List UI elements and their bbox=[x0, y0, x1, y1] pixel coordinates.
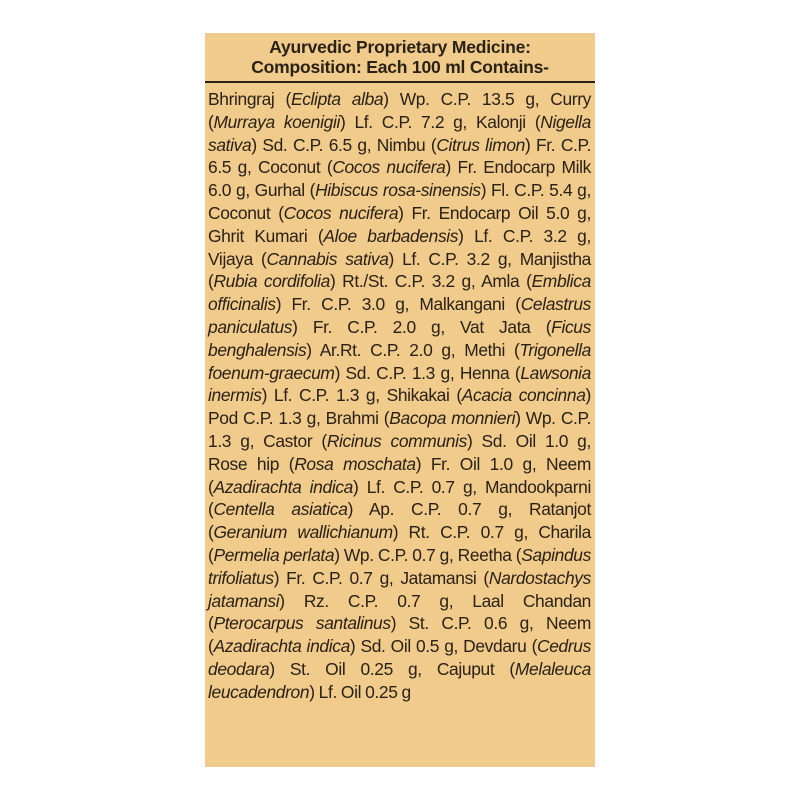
ingredient-latin-name: Geranium wallichianum bbox=[213, 522, 393, 543]
ingredient-quantity: Lf. C.P. 3.2 g bbox=[474, 225, 587, 246]
ingredient-name: Rose hip bbox=[208, 453, 280, 474]
ingredient-latin-name: Murraya koenigii bbox=[213, 111, 340, 132]
label-header bbox=[205, 33, 595, 83]
ingredient-quantity: Pod C.P. 1.3 g bbox=[208, 408, 316, 429]
ingredient-name: Devdaru bbox=[463, 636, 527, 657]
ingredient-item: Amla (Emblica officinalis) Fr. C.P. 3.0 g bbox=[208, 271, 591, 315]
ingredient-item: Neem (Azadirachta indica) Lf. C.P. 0.7 g bbox=[208, 453, 591, 497]
ingredient-quantity: Fr. C.P. 2.0 g bbox=[312, 316, 441, 337]
ingredient-latin-name: Lawsonia inermis bbox=[208, 362, 591, 406]
ingredient-quantity: Fr. Endocarp Oil 5.0 g bbox=[411, 202, 587, 223]
ingredient-item: Henna (Lawsonia inermis) Lf. C.P. 1.3 g bbox=[208, 362, 591, 406]
ingredient-name: Vat Jata bbox=[460, 316, 531, 337]
ingredient-quantity: Sd. Oil 0.5 g bbox=[360, 636, 454, 657]
ingredient-item: Ghrit Kumari (Aloe barbadensis) Lf. C.P. 3.2 g bbox=[208, 225, 587, 246]
ingredient-item: Rose hip (Rosa moschata) Fr. Oil 1.0 g bbox=[208, 453, 532, 474]
ingredient-item: Ratanjot (Geranium wallichianum) Rt. C.P. 0.7 g bbox=[208, 499, 591, 543]
ingredient-latin-name: Ficus benghalensis bbox=[208, 316, 591, 360]
ingredient-name: Malkangani bbox=[419, 294, 505, 315]
ingredient-item: Laal Chandan (Pterocarpus santalinus) St. C.P. 0.6 g bbox=[208, 590, 591, 634]
ingredient-item: Devdaru (Cedrus deodara) St. Oil 0.25 g bbox=[208, 636, 591, 679]
ingredient-latin-name: Sapindus trifoliatus bbox=[208, 544, 591, 588]
ingredient-name: Cajuput bbox=[436, 658, 495, 679]
ingredient-name: Coconut bbox=[208, 202, 271, 223]
ingredient-quantity: Fr. Endocarp Milk 6.0 g bbox=[208, 157, 591, 201]
ingredient-latin-name: Pterocarpus santalinus bbox=[213, 613, 391, 634]
ingredient-name: Nimbu bbox=[376, 134, 426, 155]
ingredient-name: Jatamansi bbox=[400, 567, 477, 588]
ingredient-item: Curry (Murraya koenigii) Lf. C.P. 7.2 g bbox=[208, 89, 591, 132]
ingredient-item: Charila (Permelia perlata) Wp. C.P. 0.7 g bbox=[208, 522, 591, 565]
ingredient-label bbox=[205, 33, 595, 767]
ingredient-name: Bhringraj bbox=[208, 89, 275, 109]
ingredient-quantity: Lf. C.P. 3.2 g bbox=[402, 248, 508, 269]
composition-title: Composition: Each 100 ml Contains- bbox=[251, 57, 549, 77]
ingredient-item: Bhringraj (Eclipta alba) Wp. C.P. 13.5 g bbox=[208, 89, 535, 109]
ingredient-quantity: Sd. C.P. 6.5 g bbox=[262, 134, 367, 155]
ingredient-latin-name: Hibiscus rosa-sinensis bbox=[315, 180, 481, 201]
ingredient-latin-name: Nigella sativa bbox=[208, 111, 591, 155]
ingredient-item: Mandookparni (Centella asiatica) Ap. C.P. 0.7 g bbox=[208, 476, 592, 520]
ingredient-quantity: Sd. Oil 1.0 g bbox=[481, 430, 587, 451]
ingredient-item: Manjistha (Rubia cordifolia) Rt./St. C.P. 3.2 g bbox=[208, 248, 591, 292]
ingredient-latin-name: Permelia perlata bbox=[213, 544, 335, 565]
ingredient-quantity: Lf. C.P. 7.2 g bbox=[354, 111, 463, 132]
ingredient-latin-name: Rosa moschata bbox=[294, 453, 416, 474]
ingredient-quantity: Sd. C.P. 1.3 g bbox=[345, 362, 450, 383]
ingredient-latin-name: Aloe barbadensis bbox=[323, 225, 459, 246]
ingredient-item: Vat Jata (Ficus benghalensis) Ar.Rt. C.P. 2.0 g bbox=[208, 316, 591, 360]
ingredient-name: Henna bbox=[459, 362, 510, 383]
ingredient-quantity: Wp. C.P. 1.3 g bbox=[208, 408, 591, 451]
ingredient-name: Laal Chandan bbox=[472, 590, 591, 611]
ingredient-item: Shikakai (Acacia concinna) Pod C.P. 1.3 g bbox=[208, 385, 591, 429]
ingredient-name: Curry bbox=[550, 89, 591, 109]
ingredient-quantity: Lf. C.P. 1.3 g bbox=[273, 385, 376, 406]
ingredient-quantity: Ar.Rt. C.P. 2.0 g bbox=[319, 339, 451, 360]
ingredient-latin-name: Centella asiatica bbox=[213, 499, 348, 520]
ingredient-name: Neem bbox=[545, 613, 591, 634]
ingredient-latin-name: Celastrus paniculatus bbox=[208, 294, 591, 337]
ingredient-latin-name: Bacopa monnieri bbox=[389, 408, 516, 429]
ingredient-name: Reetha bbox=[457, 544, 512, 565]
ingredient-latin-name: Azadirachta indica bbox=[213, 636, 350, 657]
ingredient-name: Charila bbox=[538, 522, 591, 543]
ingredient-name: Brahmi bbox=[325, 408, 379, 429]
ingredient-quantity: Wp. C.P. 13.5 g bbox=[399, 89, 535, 109]
ingredient-name: Shikakai bbox=[386, 385, 450, 406]
ingredient-quantity: Fl. C.P. 5.4 g bbox=[491, 180, 587, 201]
medicine-type-title: Ayurvedic Proprietary Medicine: bbox=[269, 37, 531, 57]
ingredient-latin-name: Acacia concinna bbox=[461, 385, 586, 406]
ingredient-quantity: St. C.P. 0.6 g bbox=[408, 613, 529, 634]
ingredient-item: Malkangani (Celastrus paniculatus) Fr. C.P. 2.0 g bbox=[208, 294, 591, 337]
ingredient-quantity: Rt./St. C.P. 3.2 g bbox=[342, 271, 471, 292]
ingredient-item: Neem (Azadirachta indica) Sd. Oil 0.5 g bbox=[208, 613, 591, 657]
ingredient-item: Castor (Ricinus communis) Sd. Oil 1.0 g bbox=[263, 430, 587, 451]
ingredient-item: Vijaya (Cannabis sativa) Lf. C.P. 3.2 g bbox=[208, 248, 508, 269]
ingredient-item: Nimbu (Citrus limon) Fr. C.P. 6.5 g bbox=[208, 134, 591, 178]
ingredient-quantity: Fr. C.P. 0.7 g bbox=[286, 567, 389, 588]
ingredient-quantity: Fr. Oil 1.0 g bbox=[430, 453, 532, 474]
ingredient-item: Jatamansi (Nardostachys jatamansi) Rz. C.P. 0.7 g bbox=[208, 567, 591, 611]
ingredient-quantity: Fr. C.P. 6.5 g bbox=[208, 134, 591, 178]
ingredient-quantity: Ap. C.P. 0.7 g bbox=[369, 499, 508, 520]
ingredient-latin-name: Ricinus communis bbox=[326, 430, 467, 451]
ingredient-latin-name: Cocos nucifera bbox=[283, 202, 399, 223]
ingredient-item: Gurhal (Hibiscus rosa-sinensis) Fl. C.P. 5.4 g bbox=[254, 180, 587, 201]
ingredient-item: Brahmi (Bacopa monnieri) Wp. C.P. 1.3 g bbox=[208, 408, 591, 451]
ingredient-item: Kalonji (Nigella sativa) Sd. C.P. 6.5 g bbox=[208, 111, 591, 155]
ingredient-name: Vijaya bbox=[208, 248, 253, 269]
ingredient-latin-name: Nardostachys jatamansi bbox=[208, 567, 591, 611]
ingredient-latin-name: Rubia cordifolia bbox=[213, 271, 330, 292]
ingredient-latin-name: Citrus limon bbox=[436, 134, 525, 155]
ingredient-name: Castor bbox=[263, 430, 313, 451]
ingredient-latin-name: Cocos nucifera bbox=[332, 157, 446, 178]
ingredient-name: Mandookparni bbox=[485, 476, 592, 497]
ingredient-quantity: Lf. C.P. 0.7 g bbox=[366, 476, 473, 497]
ingredient-name: Ratanjot bbox=[529, 499, 591, 520]
ingredient-name: Manjistha bbox=[519, 248, 591, 269]
ingredient-name: Neem bbox=[546, 453, 591, 474]
ingredient-name: Ghrit Kumari bbox=[208, 225, 308, 246]
ingredient-item: Methi (Trigonella foenum-graecum) Sd. C.P. 1.3 g bbox=[208, 339, 591, 383]
ingredient-latin-name: Cedrus deodara bbox=[208, 636, 591, 679]
ingredient-quantity: Rz. C.P. 0.7 g bbox=[303, 590, 449, 611]
ingredient-quantity: Rt. C.P. 0.7 g bbox=[408, 522, 524, 543]
ingredient-name: Methi bbox=[464, 339, 505, 360]
ingredient-item: Coconut (Cocos nucifera) Fr. Endocarp Oil 5.0 g bbox=[208, 202, 587, 223]
ingredient-item: Cajuput (Melaleuca leucadendron) Lf. Oil 0.25 g bbox=[208, 658, 591, 702]
ingredient-latin-name: Azadirachta indica bbox=[213, 476, 354, 497]
ingredient-latin-name: Eclipta alba bbox=[290, 89, 384, 109]
ingredient-latin-name: Melaleuca leucadendron bbox=[208, 658, 591, 702]
ingredient-quantity: Fr. C.P. 3.0 g bbox=[291, 294, 405, 315]
ingredient-name: Gurhal bbox=[254, 180, 305, 201]
ingredient-latin-name: Trigonella foenum-graecum bbox=[208, 339, 591, 383]
ingredient-name: Kalonji bbox=[476, 111, 526, 132]
ingredient-item: Coconut (Cocos nucifera) Fr. Endocarp Milk 6.0 g bbox=[208, 157, 591, 201]
ingredient-name: Amla bbox=[481, 271, 520, 292]
ingredient-item: Reetha (Sapindus trifoliatus) Fr. C.P. 0.7 g bbox=[208, 544, 591, 588]
ingredient-latin-name: Emblica officinalis bbox=[208, 271, 591, 315]
ingredient-name: Coconut bbox=[258, 157, 321, 178]
ingredient-quantity: St. Oil 0.25 g bbox=[289, 658, 418, 679]
ingredient-latin-name: Cannabis sativa bbox=[266, 248, 389, 269]
composition-text: Bhringraj (Eclipta alba) Wp. C.P. 13.5 g, Curry (Murraya koenigii) Lf. C.P. 7.2 g, Kalonji (Nigella sativa) Sd. C.P. 6.5 g, Nimbu (Citrus limon) Fr. C.P. 6.5 g, Coconut (Cocos nucifera) Fr. Endocarp Milk 6.0 g, Gurhal (Hibiscus rosa-sinensis) Fl. C.P. 5.4 g, Coconut (Cocos nucifera) Fr. Endocarp Oil 5.0 g, Ghrit Kumari (Aloe barbadensis) Lf. C.P. 3.2 g, Vijaya (Cannabis sativa) Lf. C.P. 3.2 g, Manjistha (Rubia cordifolia) Rt./St. C.P. 3.2 g, Amla (Emblica officinalis) Fr. C.P. 3.0 g, Malkangani (Celastrus paniculatus) Fr. C.P. 2.0 g, Vat Jata (Ficus benghalensis) Ar.Rt. C.P. 2.0 g, Methi (Trigonella foenum-graecum) Sd. C.P. 1.3 g, Henna (Lawsonia inermis) Lf. C.P. 1.3 g, Shikakai (Acacia concinna) Pod C.P. 1.3 g, Brahmi (Bacopa monnieri) Wp. C.P. 1.3 g, Castor (Ricinus communis) Sd. Oil 1.0 g, Rose hip (Rosa moschata) Fr. Oil 1.0 g, Neem (Azadirachta indica) Lf. C.P. 0.7 g, Mandookparni (Centella asiatica) Ap. C.P. 0.7 g, Ratanjot (Geranium wallichianum) Rt. C.P. 0.7 g, Charila (Permelia perlata) Wp. C.P. 0.7 g, Reetha (Sapindus trifoliatus) Fr. C.P. 0.7 g, Jatamansi (Nardostachys jatamansi) Rz. C.P. 0.7 g, Laal Chandan (Pterocarpus santalinus) St. C.P. 0.6 g, Neem (Azadirachta indica) Sd. Oil 0.5 g, Devdaru (Cedrus deodara) St. Oil 0.25 g, Cajuput (Melaleuca leucadendron) Lf. Oil 0.25 g bbox=[208, 89, 592, 702]
ingredient-quantity: Wp. C.P. 0.7 g bbox=[343, 544, 449, 565]
ingredient-quantity: Lf. Oil 0.25 g bbox=[318, 681, 411, 702]
